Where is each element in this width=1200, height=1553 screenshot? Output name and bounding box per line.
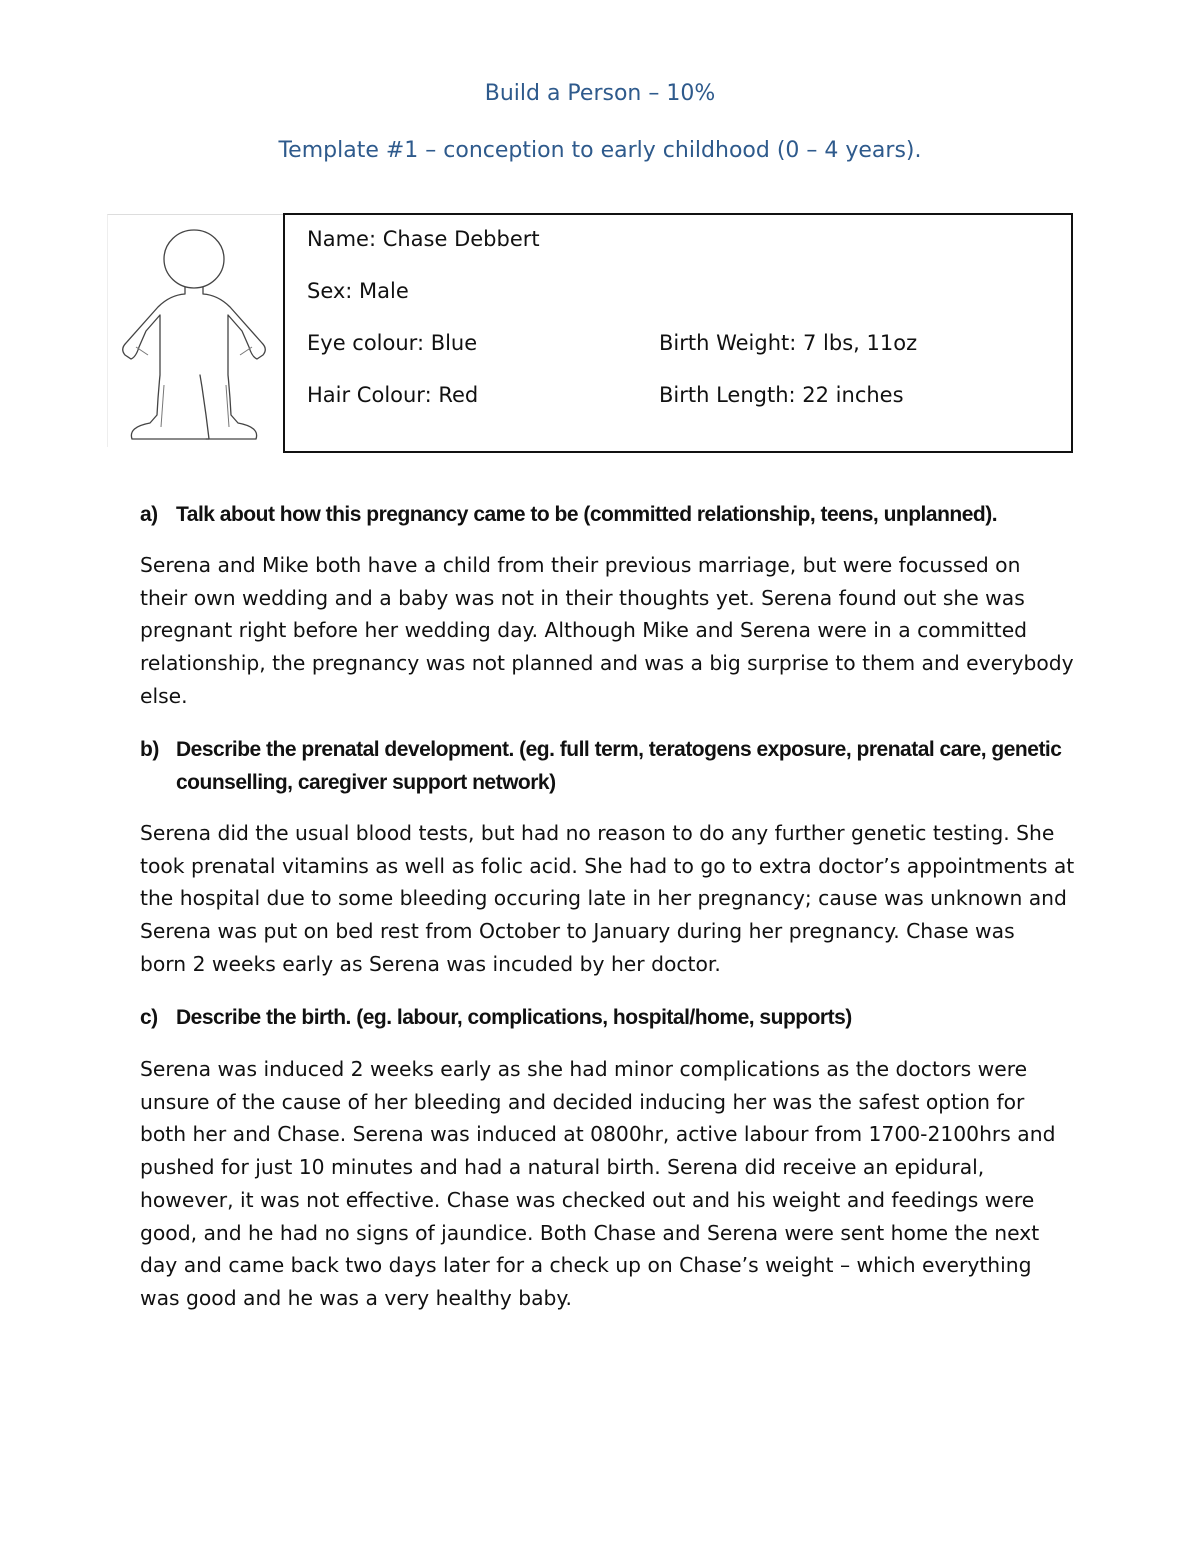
document-subtitle: Template #1 – conception to early childhood (0 – 4 years).	[278, 138, 922, 163]
section-a-letter: a)	[140, 503, 158, 526]
paragraph-line: took prenatal vitamins as well as folic acid. She had to go to extra doctor’s appointments at	[140, 853, 1075, 878]
profile-sex: Sex: Male	[307, 279, 409, 303]
section-b-paragraph	[140, 817, 1105, 981]
paragraph-line: relationship, the pregnancy was not planned and was a big surprise to them and everybody	[140, 651, 1074, 676]
paragraph-line: Serena was induced 2 weeks early as she had minor complications as the doctors were	[140, 1057, 1028, 1081]
section-c-heading	[140, 1001, 1100, 1034]
paragraph-line: good, and he had no signs of jaundice. Both Chase and Serena were sent home the next	[140, 1220, 1040, 1245]
section-b-letter: b)	[140, 738, 159, 761]
paragraph-line: Serena and Mike both have a child from their previous marriage, but were focussed on	[140, 553, 1021, 577]
person-outline-figure	[107, 214, 284, 447]
document-title: Build a Person – 10%	[484, 81, 716, 106]
paragraph-line: day and came back two days later for a check up on Chase’s weight – which everything	[140, 1253, 1032, 1278]
paragraph-line: unsure of the cause of her bleeding and decided inducing her was the safest option for	[140, 1089, 1025, 1114]
section-c-heading-text: Describe the birth. (eg. labour, complications, hospital/home, supports)	[176, 1006, 852, 1029]
paragraph-line: Serena was put on bed rest from October to January during her pregnancy. Chase was	[140, 919, 1015, 944]
paragraph-line: born 2 weeks early as Serena was incuded by her doctor.	[140, 951, 721, 976]
section-c-letter: c)	[140, 1006, 158, 1029]
profile-birth-length: Birth Length: 22 inches	[659, 383, 904, 407]
profile-name: Name: Chase Debbert	[307, 227, 540, 251]
person-outline-icon	[108, 215, 284, 447]
paragraph-line: pregnant right before her wedding day. Although Mike and Serena were in a committed	[140, 618, 1028, 643]
paragraph-line: the hospital due to some bleeding occuring late in her pregnancy; cause was unknown and	[140, 886, 1067, 911]
section-a-heading	[140, 498, 1100, 531]
paragraph-line: their own wedding and a baby was not in their thoughts yet. Serena found out she was	[140, 585, 1025, 610]
profile-info-box	[283, 213, 1073, 453]
section-a-heading-text: Talk about how this pregnancy came to be (committed relationship, teens, unplanned).	[176, 503, 998, 526]
profile-eye-colour: Eye colour: Blue	[307, 331, 478, 355]
paragraph-line: both her and Chase. Serena was induced at 0800hr, active labour from 1700-2100hrs and	[140, 1122, 1056, 1147]
paragraph-line: pushed for just 10 minutes and had a natural birth. Serena did receive an epidural,	[140, 1155, 985, 1180]
paragraph-line: else.	[140, 683, 188, 708]
profile-hair-colour: Hair Colour: Red	[307, 383, 479, 407]
section-b-heading	[140, 733, 1100, 799]
section-a-paragraph	[140, 549, 1105, 713]
profile-birth-weight: Birth Weight: 7 lbs, 11oz	[659, 331, 918, 355]
paragraph-line: Serena did the usual blood tests, but had no reason to do any further genetic testing. She	[140, 821, 1055, 845]
section-c-paragraph	[140, 1053, 1105, 1315]
section-b-heading-text: Describe the prenatal development. (eg. full term, teratogens exposure, prenatal care, genetic counselling, caregiver support network)	[176, 738, 1062, 794]
paragraph-line: however, it was not effective. Chase was checked out and his weight and feedings were	[140, 1187, 1035, 1212]
paragraph-line: was good and he was a very healthy baby.	[140, 1285, 572, 1310]
